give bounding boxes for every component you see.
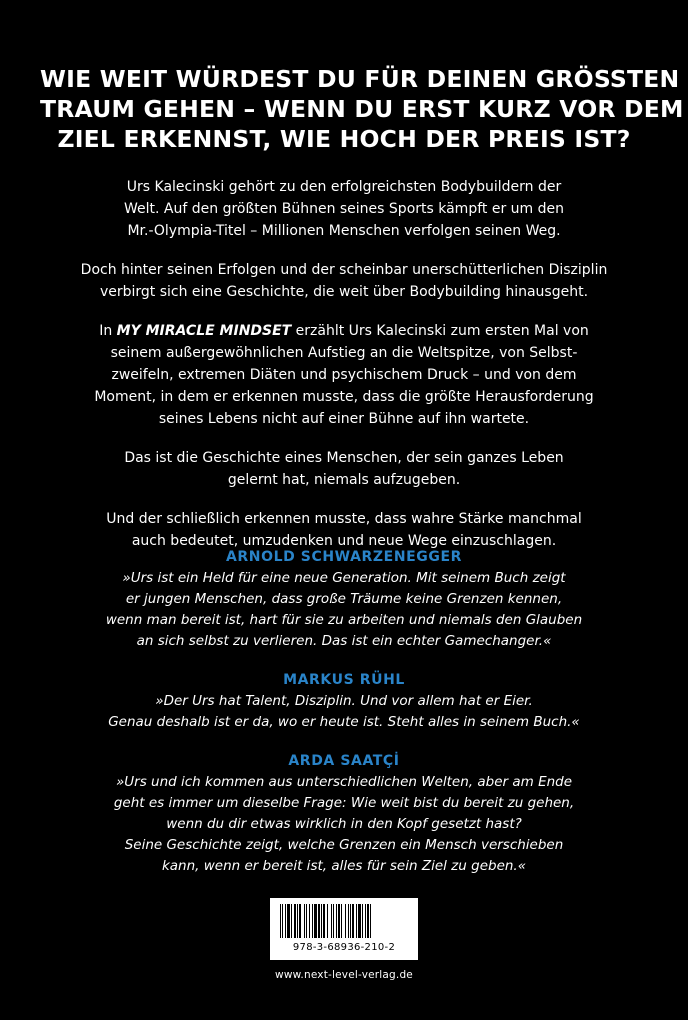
barcode-bar — [294, 904, 296, 938]
headline-line: WIE WEIT WÜRDEST DU FÜR DEINEN GRÖSSTEN — [40, 65, 680, 93]
text-line: Genau deshalb ist er da, wo er heute ist. Steht alles in seinem Buch.« — [108, 714, 580, 730]
text-line: zweifeln, extremen Diäten und psychischem Druck – und von dem — [111, 367, 577, 383]
text-line: auch bedeutet, umzudenken und neue Wege einzuschlagen. — [131, 533, 557, 549]
barcode-bar — [336, 904, 337, 938]
text-line: an sich selbst zu verlieren. Das ist ein echter Gamechanger.« — [136, 633, 552, 649]
barcode-bar — [348, 904, 349, 938]
barcode-bar — [287, 904, 290, 938]
testimonial — [60, 669, 628, 733]
text-line: Urs Kalecinski gehört zu den erfolgreichsten Bodybuildern der — [126, 179, 562, 195]
barcode-bar — [309, 904, 310, 938]
text-line: kann, wenn er bereit ist, alles für sein Ziel zu geben.« — [161, 858, 527, 874]
text-line: Mr.-Olympia-Titel – Millionen Menschen verfolgen seinen Weg. — [127, 223, 561, 239]
barcode-bar — [350, 904, 351, 938]
barcode-bar — [285, 904, 286, 938]
barcode-bar — [338, 904, 340, 938]
paragraph-story — [60, 259, 628, 303]
blurb — [60, 176, 628, 569]
text-line: »Urs ist ein Held für eine neue Generation. Mit seinem Buch zeigt — [122, 570, 566, 586]
barcode-bar — [333, 904, 334, 938]
headline — [40, 64, 684, 154]
text-line: geht es immer um dieselbe Frage: Wie weit bist du bereit zu gehen, — [113, 795, 575, 811]
barcode-bar — [297, 904, 298, 938]
barcode-bar — [306, 904, 307, 938]
text-line: er jungen Menschen, dass große Träume keine Grenzen kennen, — [125, 591, 563, 607]
paragraph-book — [60, 320, 628, 430]
barcode-bar — [352, 904, 354, 938]
barcode-bar — [327, 904, 328, 938]
barcode-bar — [331, 904, 332, 938]
testimonial — [60, 750, 628, 877]
testimonial-author: MARKUS RÜHL — [283, 672, 405, 688]
text-line: Welt. Auf den größten Bühnen seines Sports kämpft er um den — [124, 201, 564, 217]
testimonials — [60, 546, 628, 894]
isbn-barcode — [270, 898, 418, 960]
barcode-bar — [370, 904, 371, 938]
text-line: Seine Geschichte zeigt, welche Grenzen ein Mensch verschieben — [124, 837, 564, 853]
barcode-bar — [341, 904, 342, 938]
text-line: »Urs und ich kommen aus unterschiedlichen Welten, aber am Ende — [115, 774, 573, 790]
paragraph-intro — [60, 176, 628, 242]
barcode-bar — [362, 904, 363, 938]
barcode-bar — [358, 904, 361, 938]
isbn-number: 978-3-68936-210-2 — [292, 942, 396, 953]
testimonial-text — [60, 772, 628, 877]
text-fragment: In — [99, 323, 117, 339]
text-line: verbirgt sich eine Geschichte, die weit über Bodybuilding hinausgeht. — [99, 284, 589, 300]
text-line: Das ist die Geschichte eines Menschen, der sein ganzes Leben — [124, 450, 564, 466]
text-fragment: erzählt Urs Kalecinski zum ersten Mal von — [291, 323, 589, 339]
text-line: wenn du dir etwas wirklich in den Kopf gesetzt hast? — [166, 816, 522, 832]
text-line: Doch hinter seinen Erfolgen und der scheinbar unerschütterlichen Disziplin — [80, 262, 608, 278]
text-line: Moment, in dem er erkennen musste, dass die größte Herausforderung — [94, 389, 594, 405]
text-line — [60, 320, 628, 342]
barcode-bar — [356, 904, 357, 938]
paragraph-perseverance — [60, 447, 628, 491]
testimonial-author: ARNOLD SCHWARZENEGGER — [225, 549, 463, 565]
barcode-bar — [367, 904, 369, 938]
barcode-bar — [304, 904, 305, 938]
text-line: wenn man bereit ist, hart für sie zu arbeiten und niemals den Glauben — [105, 612, 583, 628]
barcode-bar — [314, 904, 317, 938]
text-line: seinem außergewöhnlichen Aufstieg an die Weltspitze, von Selbst- — [110, 345, 578, 361]
barcode-bar — [280, 904, 281, 938]
testimonial — [60, 546, 628, 652]
text-line: »Der Urs hat Talent, Disziplin. Und vor allem hat er Eier. — [155, 693, 533, 709]
barcode-bar — [282, 904, 283, 938]
barcode-bar — [321, 904, 322, 938]
barcode-bar — [318, 904, 320, 938]
barcode-bar — [312, 904, 313, 938]
barcode-bar — [291, 904, 292, 938]
barcode-bar — [323, 904, 325, 938]
text-line: Und der schließlich erkennen musste, dass wahre Stärke manchmal — [106, 511, 582, 527]
barcode-bar — [345, 904, 346, 938]
book-title: MY MIRACLE MINDSET — [116, 323, 292, 339]
headline-line: ZIEL ERKENNST, WIE HOCH DER PREIS IST? — [57, 125, 631, 153]
text-line: gelernt hat, niemals aufzugeben. — [227, 472, 461, 488]
publisher-url: www.next-level-verlag.de — [275, 969, 413, 981]
barcode-graphic — [278, 904, 410, 938]
barcode-bar — [365, 904, 366, 938]
testimonial-text — [60, 568, 628, 652]
testimonial-author: ARDA SAATÇİ — [288, 753, 400, 769]
testimonial-text — [60, 691, 628, 733]
text-line: seines Lebens nicht auf einer Bühne auf ihn wartete. — [158, 411, 530, 427]
headline-line: TRAUM GEHEN – WENN DU ERST KURZ VOR DEM — [40, 95, 684, 123]
barcode-bar — [299, 904, 301, 938]
